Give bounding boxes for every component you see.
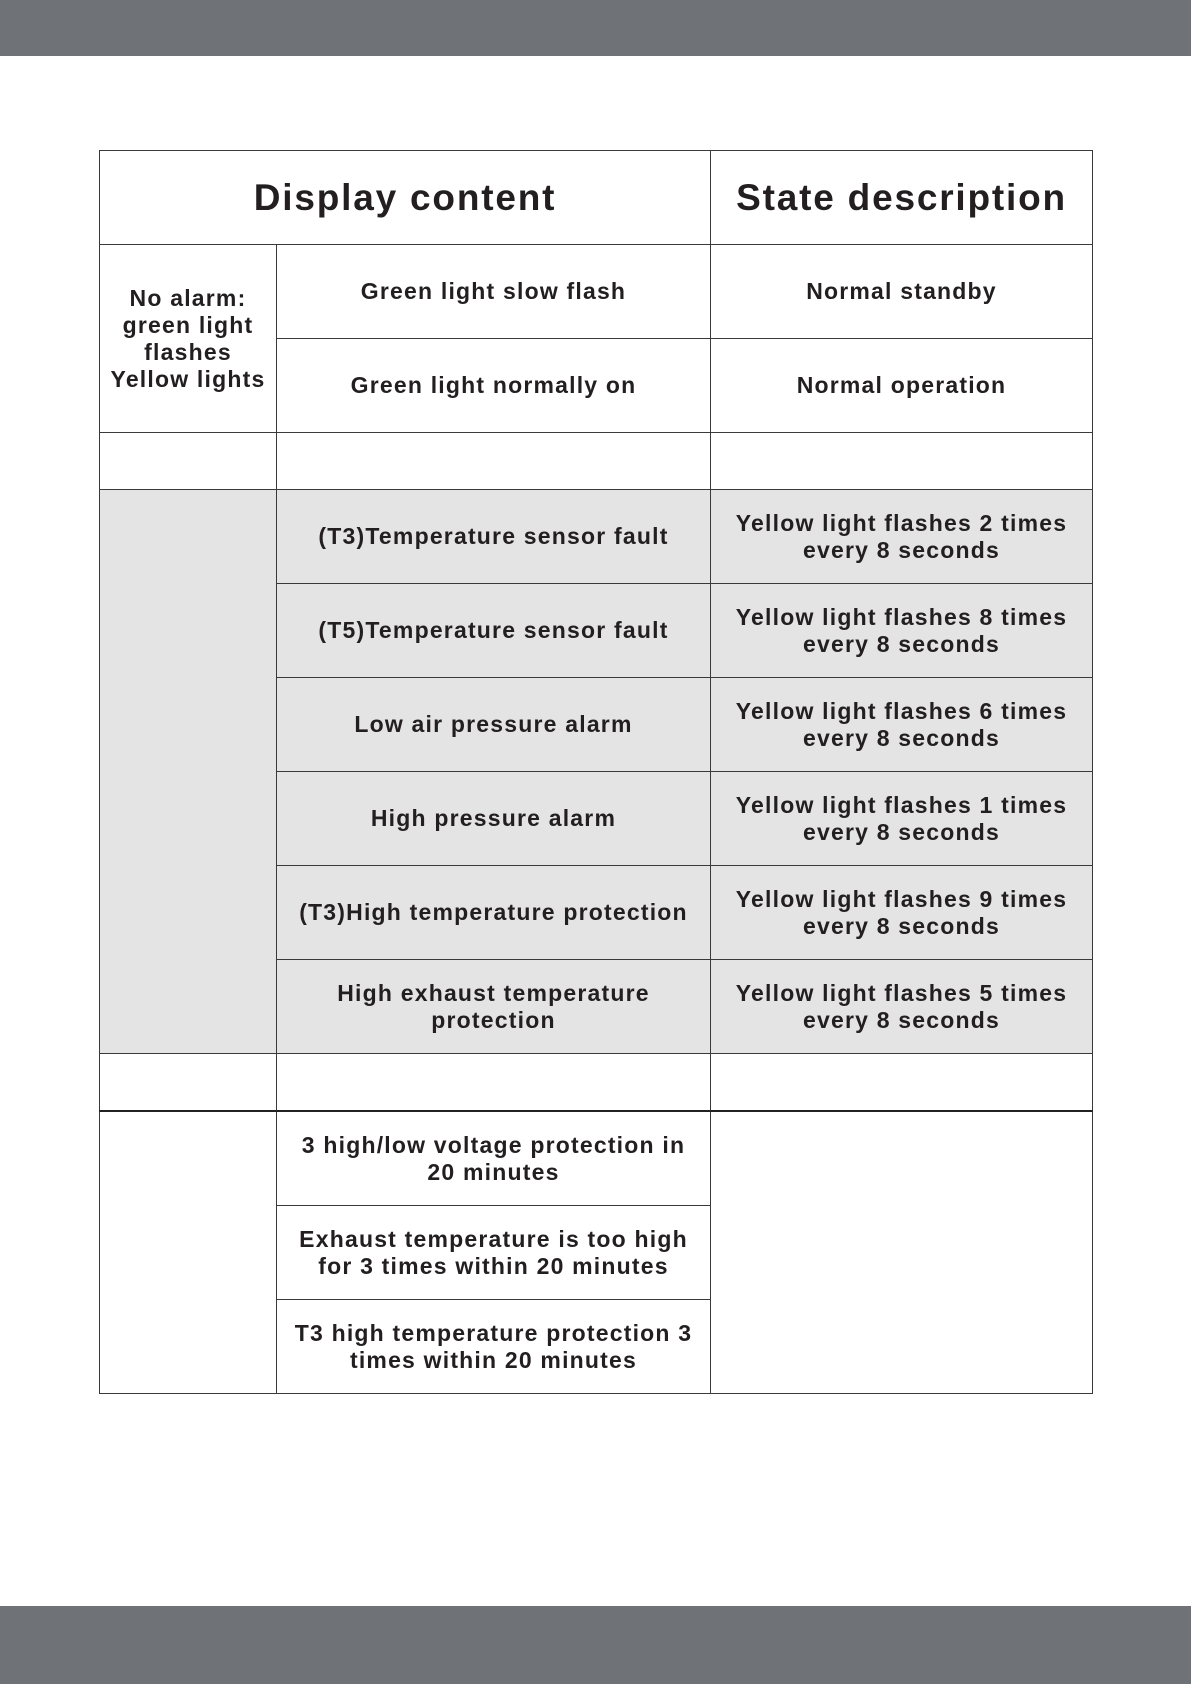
state-cell: Yellow light flashes 6 times every 8 seconds [711, 678, 1093, 772]
header-display-content: Display content [100, 151, 711, 245]
status-table [99, 150, 1093, 1394]
page-bottom-band [0, 1606, 1191, 1684]
display-cell: (T3)Temperature sensor fault [277, 490, 711, 584]
display-cell: High pressure alarm [277, 772, 711, 866]
state-cell: Yellow light flashes 8 times every 8 seconds [711, 584, 1093, 678]
state-cell: Yellow light flashes 9 times every 8 seconds [711, 866, 1093, 960]
state-cell: Yellow light flashes 5 times every 8 seconds [711, 960, 1093, 1054]
state-cell: Yellow light flashes 1 times every 8 seconds [711, 772, 1093, 866]
normal-group-label: No alarm: green light flashes Yellow lights [100, 245, 277, 433]
display-cell: (T5)Temperature sensor fault [277, 584, 711, 678]
table-row [100, 490, 1093, 584]
state-cell: Normal standby [711, 245, 1093, 339]
header-state-description: State description [711, 151, 1093, 245]
alarm-group-label [100, 490, 277, 1054]
table-header-row [100, 151, 1093, 245]
lockout-group-label [100, 1111, 277, 1394]
lockout-state-cell [711, 1111, 1093, 1394]
state-cell: Yellow light flashes 2 times every 8 seconds [711, 490, 1093, 584]
display-cell: High exhaust temperature protection [277, 960, 711, 1054]
state-cell: Normal operation [711, 339, 1093, 433]
page-top-band [0, 0, 1191, 56]
table-row [100, 245, 1093, 339]
display-cell: 3 high/low voltage protection in 20 minutes [277, 1111, 711, 1206]
display-cell: Green light slow flash [277, 245, 711, 339]
display-cell: (T3)High temperature protection [277, 866, 711, 960]
table-row [100, 1111, 1093, 1206]
display-cell: Green light normally on [277, 339, 711, 433]
display-cell: Exhaust temperature is too high for 3 times within 20 minutes [277, 1206, 711, 1300]
spacer-row [100, 1054, 1093, 1112]
spacer-row [100, 433, 1093, 490]
display-cell: Low air pressure alarm [277, 678, 711, 772]
display-cell: T3 high temperature protection 3 times within 20 minutes [277, 1300, 711, 1394]
